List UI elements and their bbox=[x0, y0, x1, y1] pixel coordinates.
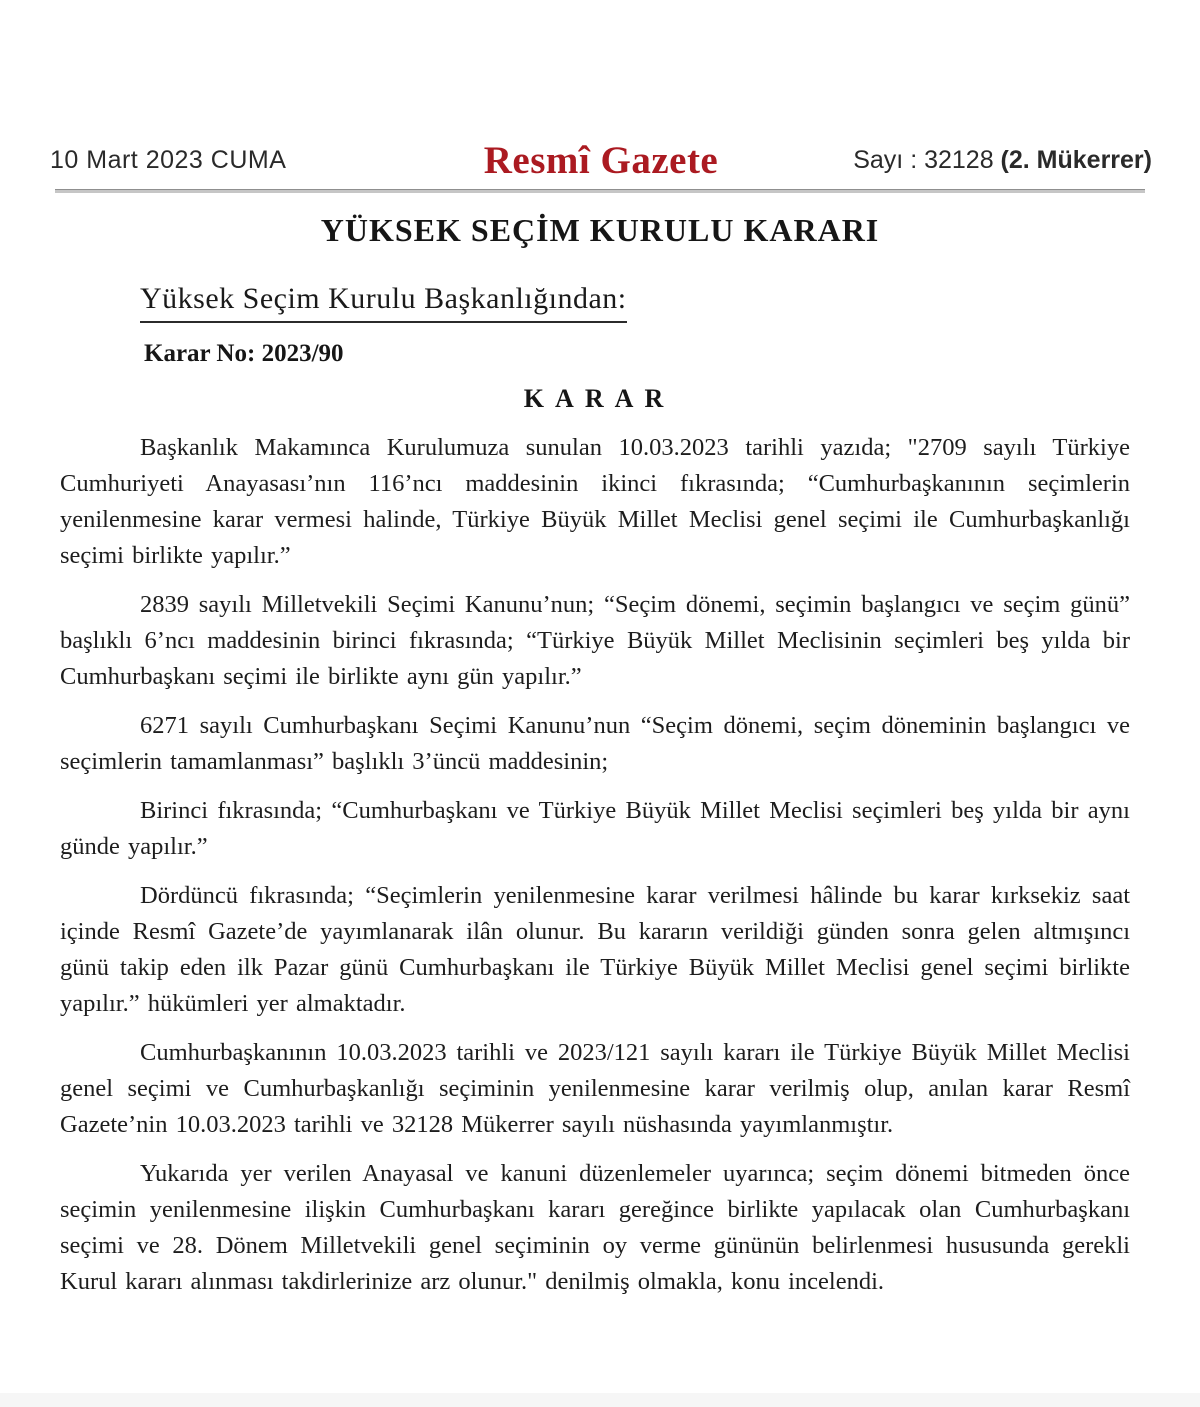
footer-strip bbox=[0, 1393, 1200, 1407]
issue-prefix: Sayı : 32128 bbox=[853, 145, 1001, 174]
body-paragraph: Başkanlık Makamınca Kurulumuza sunulan 10.03.2023 tarihli yazıda; "2709 sayılı Türkiye Cumhuriyeti Anayasası’nın 116’ncı maddesinin ikinci fıkrasında; “Cumhurbaşkanının seçimlerin yenilenmesine karar vermesi halinde, Türkiye Büyük Millet Meclisi genel seçimi ile Cumhurbaşkanlığı seçimi birlikte yapılır.” bbox=[60, 434, 1130, 569]
gazette-title: Resmî Gazete bbox=[483, 138, 719, 182]
body-paragraph: Cumhurbaşkanının 10.03.2023 tarihli ve 2023/121 sayılı kararı ile Türkiye Büyük Millet Meclisi genel seçimi ve Cumhurbaşkanlığı seçiminin yenilenmesine karar verilmiş olup, anılan karar Resmî Gazete’nin 10.03.2023 tarihli ve 32128 Mükerrer sayılı nüshasında yayımlanmıştır. bbox=[60, 1039, 1130, 1138]
issue-mukerrer: (2. Mükerrer) bbox=[1000, 145, 1152, 174]
body-paragraph: Birinci fıkrasında; “Cumhurbaşkanı ve Türkiye Büyük Millet Meclisi seçimleri beş yılda bir aynı günde yapılır.” bbox=[60, 797, 1130, 860]
document-content bbox=[60, 282, 1130, 1300]
karar-heading: K A R A R bbox=[523, 384, 667, 413]
header-date: 10 Mart 2023 CUMA bbox=[50, 145, 287, 174]
decision-main-title: YÜKSEK SEÇİM KURULU KARARI bbox=[320, 212, 880, 248]
decision-number: Karar No: 2023/90 bbox=[144, 340, 344, 367]
body-paragraph: Dördüncü fıkrasında; “Seçimlerin yenilenmesine karar verilmesi hâlinde bu karar kırksekiz saat içinde Resmî Gazete’de yayımlanarak ilân olunur. Bu kararın verildiği günden sonra gelen altmışıncı günü takip eden ilk Pazar günü Cumhurbaşkanı ile Türkiye Büyük Millet Meclisi genel seçimi birlikte yapılır.” hükümleri yer almaktadır. bbox=[60, 882, 1130, 1017]
body-paragraph: Yukarıda yer verilen Anayasal ve kanuni düzenlemeler uyarınca; seçim dönemi bitmeden önce seçimin yenilenmesine ilişkin Cumhurbaşkanı kararı gereğince birlikte yapılacak olan Cumhurbaşkanı seçimi ve 28. Dönem Milletvekili genel seçiminin oy verme gününün belirlenmesi hususunda gerekli Kurul kararı alınması takdirlerinize arz olunur." denilmiş olmakla, konu incelendi. bbox=[60, 1160, 1130, 1295]
issue-number bbox=[853, 146, 1152, 175]
authority-heading: Yüksek Seçim Kurulu Başkanlığından: bbox=[140, 282, 627, 323]
body-paragraph: 2839 sayılı Milletvekili Seçimi Kanunu’nun; “Seçim dönemi, seçimin başlangıcı ve seçim günü” başlıklı 6’ncı maddesinin birinci fıkrasında; “Türkiye Büyük Millet Meclisinin seçimleri beş yılda bir Cumhurbaşkanı seçimi ile birlikte aynı gün yapılır.” bbox=[60, 591, 1130, 690]
body-text bbox=[60, 430, 1130, 1300]
body-paragraph: 6271 sayılı Cumhurbaşkanı Seçimi Kanunu’nun “Seçim dönemi, seçim döneminin başlangıcı ve seçimlerin tamamlanması” başlıklı 3’üncü maddesinin; bbox=[60, 712, 1130, 775]
header-rule bbox=[55, 189, 1145, 193]
masthead bbox=[50, 137, 1152, 183]
